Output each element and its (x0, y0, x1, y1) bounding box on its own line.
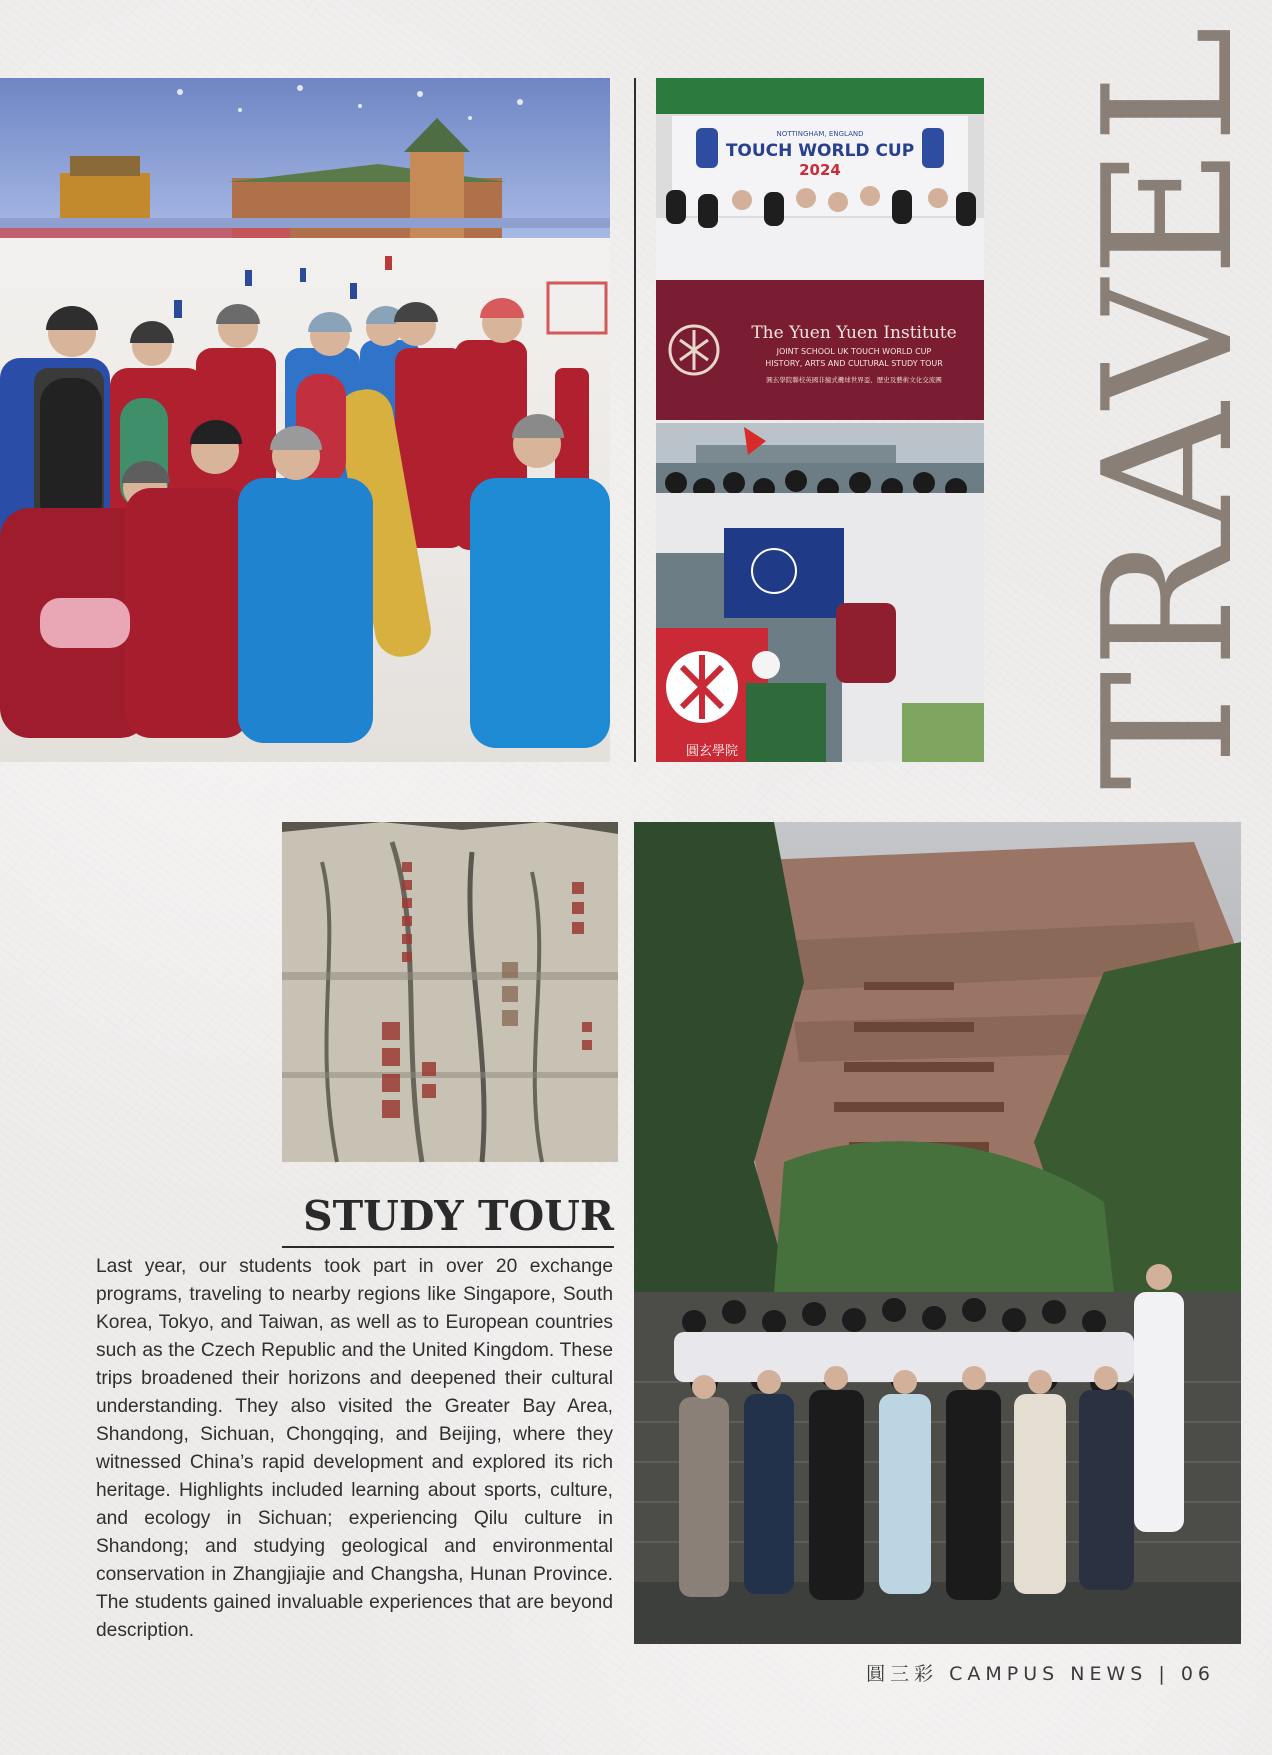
crowd-with-flags-photo (656, 423, 984, 762)
heading-underline (282, 1246, 614, 1248)
crowd-flag-text: 圓玄學院 (686, 744, 739, 759)
banner-institute-title: The Yuen Yuen Institute (751, 323, 957, 343)
travel-side-title: TRAVEL (1065, 22, 1272, 790)
banner-event-text: TOUCH WORLD CUP (725, 141, 915, 161)
mountain-group-photo (634, 822, 1241, 1644)
banner-line-2: HISTORY, ARTS AND CULTURAL STUDY TOUR (765, 359, 943, 368)
study-tour-body-text: Last year, our students took part in over 20 exchange programs, traveling to nearby regions like Singapore, South Korea, Tokyo, and Taiwan, as well as to European countries such as the Czech Republic and the United Kingdom. These trips broadened their horizons and deepened their cultural understanding. They also visited the Greater Bay Area, Shandong, Sichuan, Chongqing, and Beijing, where they witnessed China’s rapid development and explored its rich heritage. Highlights included learning about sports, culture, and ecology in Sichuan; experiencing Qilu culture in Shandong; and studying geological and environmental conservation in Zhangjiajie and Changsha, Hunan Province. The students gained invaluable experiences that are beyond description. (96, 1256, 613, 1641)
banner-year-text: 2024 (799, 161, 841, 179)
page-footer: 圓三彩 CAMPUS NEWS | 06 (866, 1663, 1215, 1685)
banner-location-text: NOTTINGHAM, ENGLAND (776, 130, 864, 138)
banner-line-3: 圓玄學院聯校英國非撞式欖球世界盃、歷史及藝術文化交流團 (766, 376, 942, 384)
banner-line-1: JOINT SCHOOL UK TOUCH WORLD CUP (776, 347, 932, 356)
photo-divider (634, 78, 636, 762)
indoor-ski-group-photo (0, 78, 610, 762)
study-tour-heading: STUDY TOUR (302, 1192, 614, 1240)
touch-world-cup-banner-photo (656, 78, 984, 420)
inscribed-stone-cliff-photo (282, 822, 618, 1162)
